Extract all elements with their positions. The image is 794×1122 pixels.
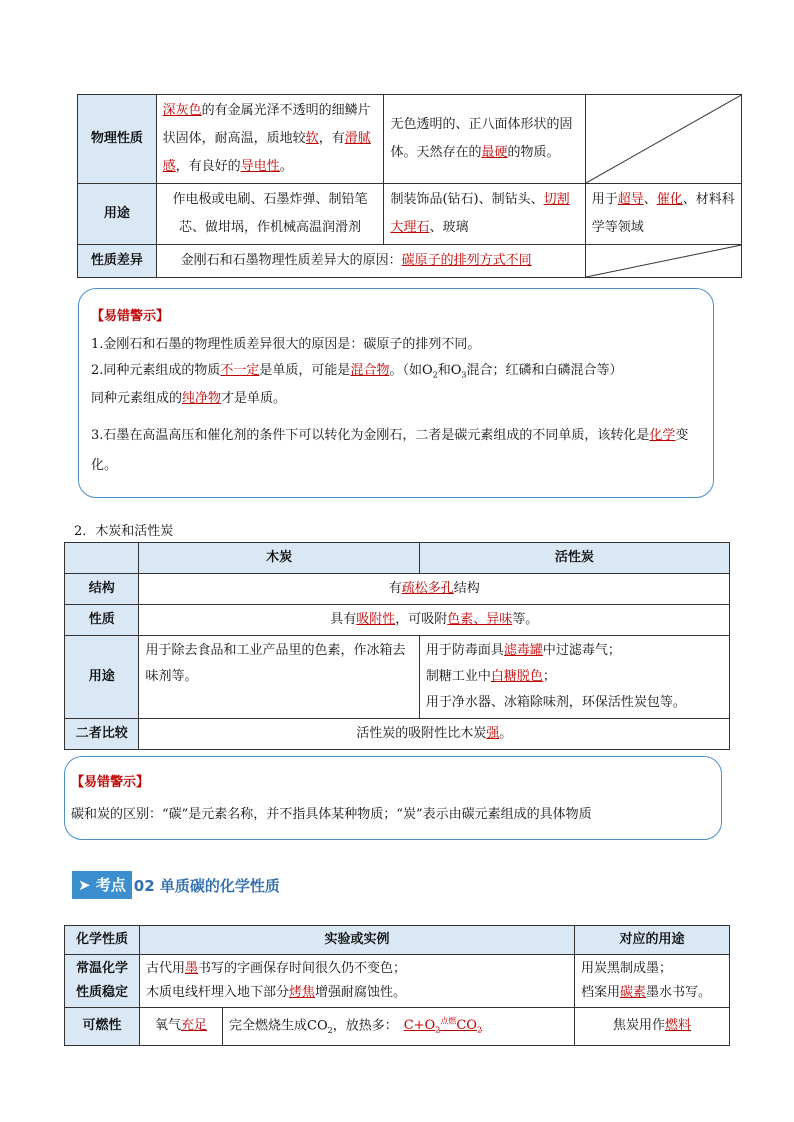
table-row — [65, 1008, 730, 1046]
row-label-compare: 二者比较 — [65, 719, 139, 750]
header-charcoal: 木炭 — [139, 543, 419, 574]
graphite-use: 作电极或电刷、石墨炸弹、制铅笔芯、做坩埚，作机械高温润滑剂 — [156, 184, 384, 245]
structure-text: 有疏松多孔结构 — [139, 574, 730, 605]
stable-examples: 古代用墨书写的字画保存时间很久仍不变色； 木质电线杆埋入地下部分烤焦增强耐腐蚀性。 — [140, 955, 575, 1008]
table-row — [65, 926, 730, 955]
charcoal-table — [64, 542, 730, 750]
warning-line: 同种元素组成的纯净物才是单质。 — [91, 391, 287, 406]
complete-combustion: 完全燃烧生成$CO_2$，放热多： $C+O_2^{点燃}CO_2$ — [223, 1008, 575, 1046]
table-row — [65, 543, 730, 574]
row-label-structure: 结构 — [65, 574, 139, 605]
section-banner — [72, 871, 280, 899]
table-row — [65, 636, 730, 719]
table-row — [65, 574, 730, 605]
banner-title: 02 单质碳的化学性质 — [133, 876, 280, 895]
section-heading: 2．木炭和活性炭 — [74, 524, 174, 539]
row-label-combustion: 可燃性 — [65, 1008, 140, 1046]
table-row — [65, 719, 730, 750]
warning-box — [64, 756, 722, 840]
diamond-physical: 无色透明的、正八面体形状的固体。天然存在的最硬的物质。 — [384, 95, 585, 184]
diamond-use: 制装饰品(钻石)、制钻头、切割大理石、玻璃 — [384, 184, 585, 245]
combustion-equation: $C+O_2^{点燃}CO_2$ — [403, 1017, 483, 1035]
charcoal-use: 用于除去食品和工业产品里的色素，作冰箱去味剂等。 — [139, 636, 419, 719]
table-row — [78, 245, 742, 278]
banner-tag: ➤ 考点 — [72, 871, 132, 899]
header-property: 化学性质 — [65, 926, 140, 955]
compare-text: 活性炭的吸附性比木炭强。 — [139, 719, 730, 750]
row-label-difference: 性质差异 — [78, 245, 157, 278]
warning-line: 3.石墨在高温高压和催化剂的条件下可以转化为金刚石，二者是碳元素组成的不同单质，该转化是化学变化。 — [91, 428, 689, 473]
c60-use: 用于超导、催化、材料科学等领域 — [585, 184, 741, 245]
header-example: 实验或实例 — [140, 926, 575, 955]
row-label-use: 用途 — [65, 636, 139, 719]
carbon-allotropes-table — [77, 94, 742, 278]
table-row — [65, 955, 730, 1008]
warning-title: 【易错警示】 — [71, 775, 150, 790]
difference-empty — [585, 245, 741, 278]
stable-uses: 用炭黑制成墨； 档案用碳素墨水书写。 — [575, 955, 730, 1008]
row-label-stable: 常温化学性质稳定 — [65, 955, 140, 1008]
table-row — [78, 184, 742, 245]
table-row — [78, 95, 742, 184]
header-activated: 活性炭 — [419, 543, 729, 574]
oxygen-sufficient: 氧气充足 — [140, 1008, 223, 1046]
c60-physical-empty — [585, 95, 741, 184]
combustion-use: 焦炭用作燃料 — [575, 1008, 730, 1046]
activated-use: 用于防毒面具滤毒罐中过滤毒气； 制糖工业中白糖脱色； 用于净水器、冰箱除味剂，环保活性炭包等。 — [419, 636, 729, 719]
warning-title: 【易错警示】 — [91, 309, 170, 324]
row-label-property: 性质 — [65, 605, 139, 636]
property-text: 具有吸附性，可吸附色素、异味等。 — [139, 605, 730, 636]
header-empty — [65, 543, 139, 574]
header-use: 对应的用途 — [575, 926, 730, 955]
difference-text: 金刚石和石墨物理性质差异大的原因：碳原子的排列方式不同 — [156, 245, 585, 278]
graphite-physical: 深灰色的有金属光泽不透明的细鳞片状固体，耐高温，质地较软，有滑腻感，有良好的导电性。 — [156, 95, 384, 184]
row-label-physical: 物理性质 — [78, 95, 157, 184]
warning-box — [78, 288, 714, 498]
warning-line: 碳和炭的区别：“碳”是元素名称，并不指具体某种物质；“炭”表示由碳元素组成的具体物质 — [71, 807, 592, 822]
warning-line: 2.同种元素组成的物质不一定是单质，可能是混合物。（如$O_2$和$O_3$混合；红磷和白磷混合等） — [91, 363, 623, 380]
row-label-use: 用途 — [78, 184, 157, 245]
warning-line: 1.金刚石和石墨的物理性质差异很大的原因是：碳原子的排列不同。 — [91, 337, 481, 352]
table-row — [65, 605, 730, 636]
chemical-properties-table — [64, 925, 730, 1046]
